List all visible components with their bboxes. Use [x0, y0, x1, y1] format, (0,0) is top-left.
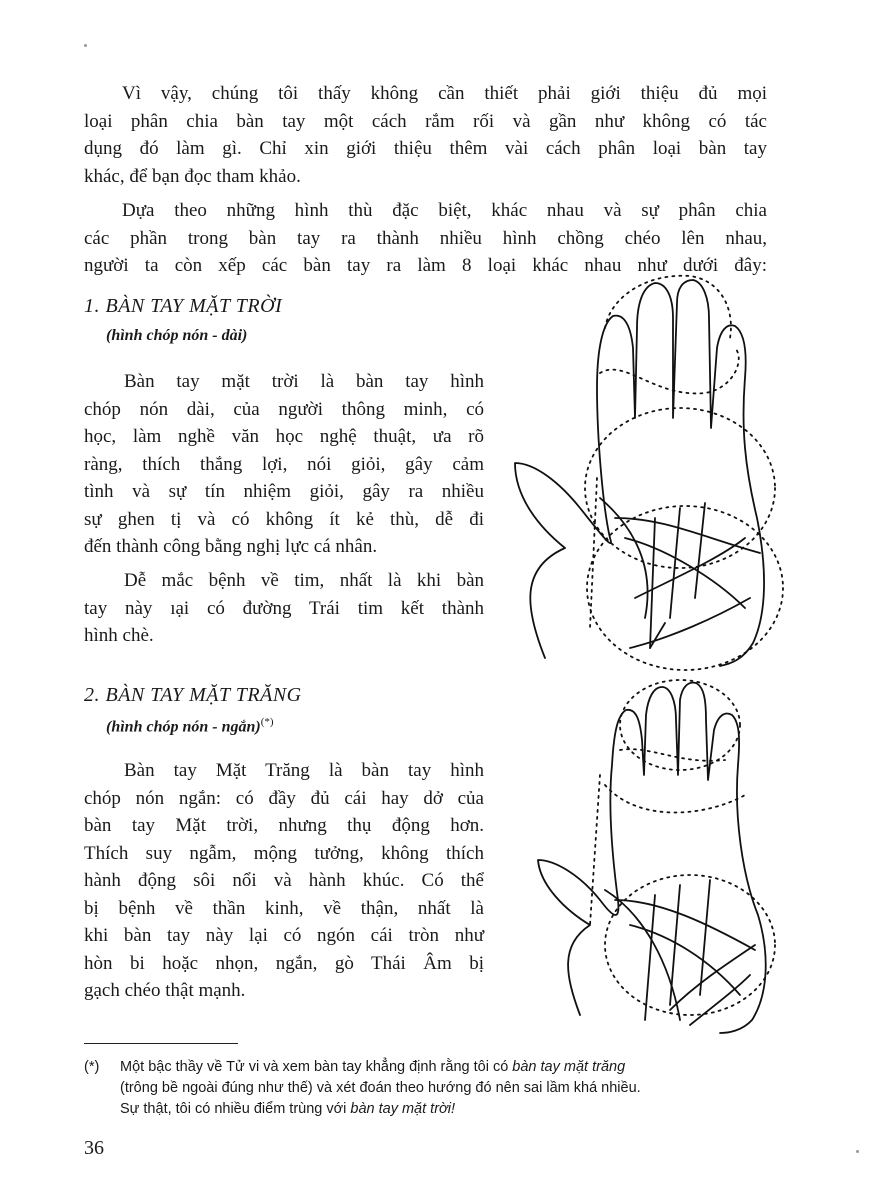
text-line: khác, để bạn đọc tham khảo.: [84, 165, 301, 187]
footnote-text: Một bậc thầy về Tử vi và xem bàn tay khẳng định rằng tôi có: [120, 1059, 513, 1075]
footnote-line-3: [120, 1099, 780, 1120]
section-1-paragraph-1: [84, 368, 484, 561]
footnote-text: Sự thật, tôi có nhiều điểm trùng với: [120, 1101, 351, 1117]
text-line: tình và sự tín nhiệm giỏi, gây ra nhiều: [84, 481, 484, 502]
text-line: đến thành công bằng nghị lực cá nhân.: [84, 536, 378, 557]
footnote-emphasis: bàn tay mặt trăng: [512, 1059, 626, 1075]
subtitle-text: (hình chóp nón - ngắn): [106, 718, 261, 736]
scan-speck: [856, 1150, 859, 1153]
scan-speck: [84, 44, 87, 47]
section-1-subtitle: (hình chóp nón - dài): [106, 327, 248, 344]
section-2-paragraph-1: [84, 757, 484, 1005]
text-line: các phần trong bàn tay ra thành nhiều hình chồng chéo lên nhau,: [84, 227, 767, 249]
text-line: chóp nón ngắn: có đầy đủ cái hay dở của: [84, 787, 484, 809]
text-line: Dễ mắc bệnh về tim, nhất là khi bàn: [124, 570, 484, 591]
text-line: dụng đó làm gì. Chỉ xin giới thiệu thêm vài cách phân loại bàn tay: [84, 138, 767, 159]
text-line: Thích suy ngẫm, mộng tưởng, không thích: [84, 842, 484, 864]
text-line: khi bàn tay này lại có ngón cái tròn như: [84, 925, 484, 946]
text-line: bàn tay Mặt trời, nhưng thụ động hơn.: [84, 815, 484, 836]
text-line: bị bệnh về thần kinh, về thận, nhất là: [84, 897, 484, 919]
text-line: người ta còn xếp các bàn tay ra làm 8 loại khác nhau như dưới đây:: [84, 255, 767, 276]
text-line: Vì vậy, chúng tôi thấy không cần thiết phải giới thiệu đủ mọi: [122, 83, 767, 104]
text-line: hòn bi hoặc nhọn, ngắn, gò Thái Âm bị: [84, 952, 484, 974]
text-line: học, làm nghề văn học nghệ thuật, ưa rõ: [84, 426, 484, 447]
section-1-paragraph-2: [84, 567, 484, 650]
footnote-body: [120, 1057, 780, 1120]
text-line: tay này ıại có đường Trái tim kết thành: [84, 597, 484, 619]
footnote-line-1: [120, 1057, 780, 1078]
text-line: Dựa theo những hình thù đặc biệt, khác nhau và sự phân chia: [122, 200, 767, 221]
text-line: Bàn tay Mặt Trăng là bàn tay hình: [124, 760, 484, 781]
footnote-reference: (*): [260, 716, 274, 728]
footnote-mark: (*): [84, 1059, 100, 1075]
text-line: chóp nón dài, của người thông minh, có: [84, 398, 484, 420]
text-line: hành động sôi nổi và hành khúc. Có thể: [84, 870, 484, 891]
text-line: sự ghen tị và có không ít kẻ thù, dễ đi: [84, 508, 484, 530]
intro-paragraph-1: [84, 80, 767, 190]
page-number: 36: [84, 1137, 104, 1159]
section-2-subtitle: [106, 716, 274, 736]
section-2-title: 2. BÀN TAY MẶT TRĂNG: [84, 684, 302, 706]
palm-moon-hand-icon: [520, 675, 780, 1035]
text-line: ràng, thích thắng lợi, nói giỏi, gây cảm: [84, 453, 484, 475]
footnote-divider: [84, 1043, 238, 1044]
footnote-line-2: (trông bề ngoài đúng như thế) và xét đoán theo hướng đó nên sai lầm khá nhiều.: [120, 1080, 641, 1096]
palm-sun-hand-icon: [505, 268, 785, 678]
text-line: hình chè.: [84, 625, 154, 646]
text-line: loại phân chia bàn tay một cách rắm rối và gần như không có tác: [84, 110, 767, 132]
footnote-emphasis: bàn tay mặt trời!: [350, 1101, 456, 1117]
section-1-title: 1. BÀN TAY MẶT TRỜI: [84, 295, 283, 317]
text-line: gạch chéo thật mạnh.: [84, 980, 246, 1001]
text-line: Bàn tay mặt trời là bàn tay hình: [124, 371, 484, 392]
